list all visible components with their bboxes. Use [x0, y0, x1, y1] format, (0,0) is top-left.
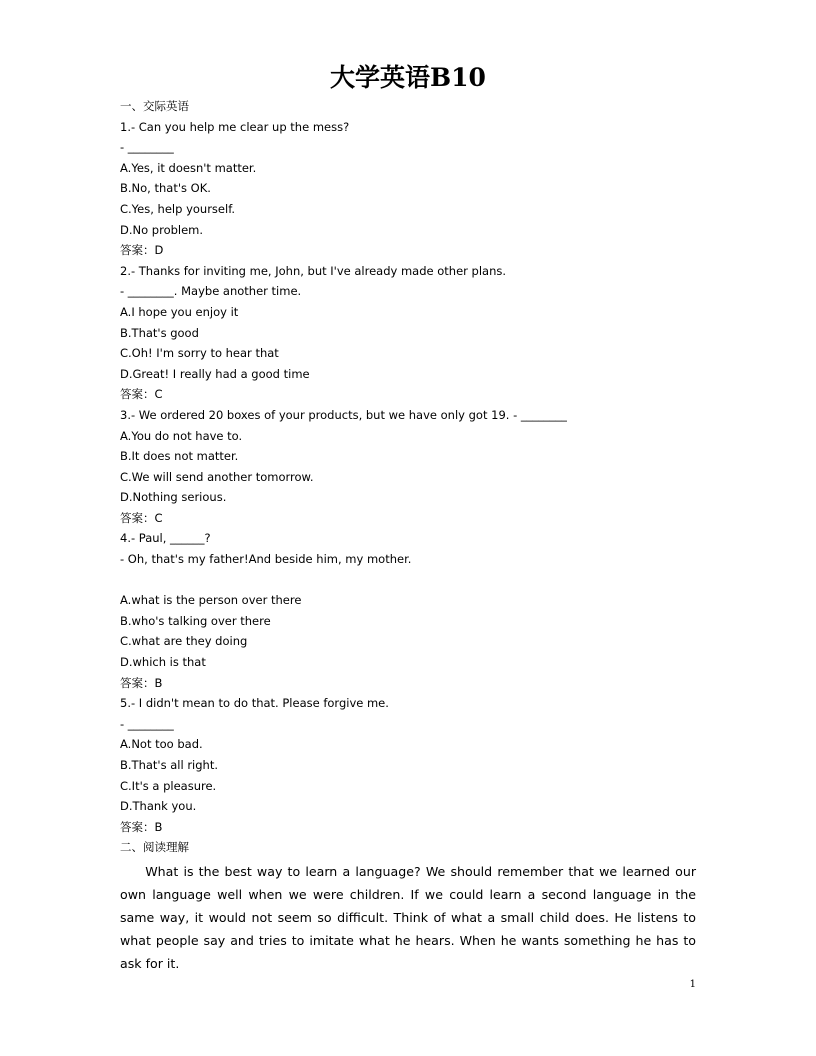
answer-option: A.what is the person over there: [120, 593, 302, 608]
question-text: - Oh, that's my father!And beside him, my mother.: [120, 552, 412, 567]
question-text: 3.- We ordered 20 boxes of your products, but we have only got 19. - ________: [120, 407, 567, 422]
answer-option: D.Thank you.: [120, 799, 197, 814]
answer-key: 答案：C: [120, 510, 163, 525]
question-block: [120, 528, 696, 693]
question-block: [120, 261, 696, 405]
answer-option: A.Not too bad.: [120, 737, 203, 752]
section-heading-reading: 二、阅读理解: [120, 840, 189, 855]
reading-passage: What is the best way to learn a language? We should remember that we learned our own language well when we were children. If we could learn a second language in the same way, it would not seem so difficult. Think of what a small child does. He listens to what people say and tries to imitate what he hears. When he wants something he has to ask for it.: [120, 863, 696, 971]
question-text: - ________. Maybe another time.: [120, 284, 302, 299]
answer-option: A.I hope you enjoy it: [120, 304, 239, 319]
blank-line: [120, 570, 696, 591]
page-title: 大学英语B10: [330, 63, 486, 92]
answer-key: 答案：D: [120, 243, 164, 258]
answer-key: 答案：C: [120, 387, 163, 402]
answer-option: D.Nothing serious.: [120, 490, 227, 505]
answer-option: B.That's all right.: [120, 758, 218, 772]
question-text: 2.- Thanks for inviting me, John, but I've already made other plans.: [120, 263, 507, 278]
question-block: [120, 405, 696, 529]
answer-option: C.Oh! I'm sorry to hear that: [120, 346, 279, 361]
answer-option: B.who's talking over there: [120, 613, 271, 628]
answer-option: D.which is that: [120, 655, 206, 670]
answer-option: B.No, that's OK.: [120, 181, 211, 196]
answer-option: C.It's a pleasure.: [120, 778, 217, 793]
answer-option: A.Yes, it doesn't matter.: [120, 160, 257, 175]
answer-key: 答案：B: [120, 819, 163, 834]
answer-option: C.Yes, help yourself.: [120, 201, 236, 216]
page-number: 1: [689, 979, 696, 990]
question-text: - ________: [120, 716, 174, 731]
answer-option: A.You do not have to.: [120, 428, 243, 443]
question-text: 5.- I didn't mean to do that. Please forgive me.: [120, 696, 389, 711]
answer-option: B.That's good: [120, 325, 199, 340]
answer-option: D.No problem.: [120, 222, 204, 237]
answer-option: B.It does not matter.: [120, 449, 239, 464]
question-block: [120, 693, 696, 837]
question-text: 1.- Can you help me clear up the mess?: [120, 119, 350, 134]
answer-option: D.Great! I really had a good time: [120, 366, 310, 381]
section-heading-communication: 一、交际英语: [120, 99, 189, 113]
answer-option: C.We will send another tomorrow.: [120, 469, 314, 484]
question-block: [120, 117, 696, 261]
answer-key: 答案：B: [120, 675, 163, 690]
answer-option: C.what are they doing: [120, 634, 248, 649]
document-body: [120, 96, 696, 975]
question-text: - ________: [120, 140, 174, 155]
question-text: 4.- Paul, ______?: [120, 531, 211, 546]
